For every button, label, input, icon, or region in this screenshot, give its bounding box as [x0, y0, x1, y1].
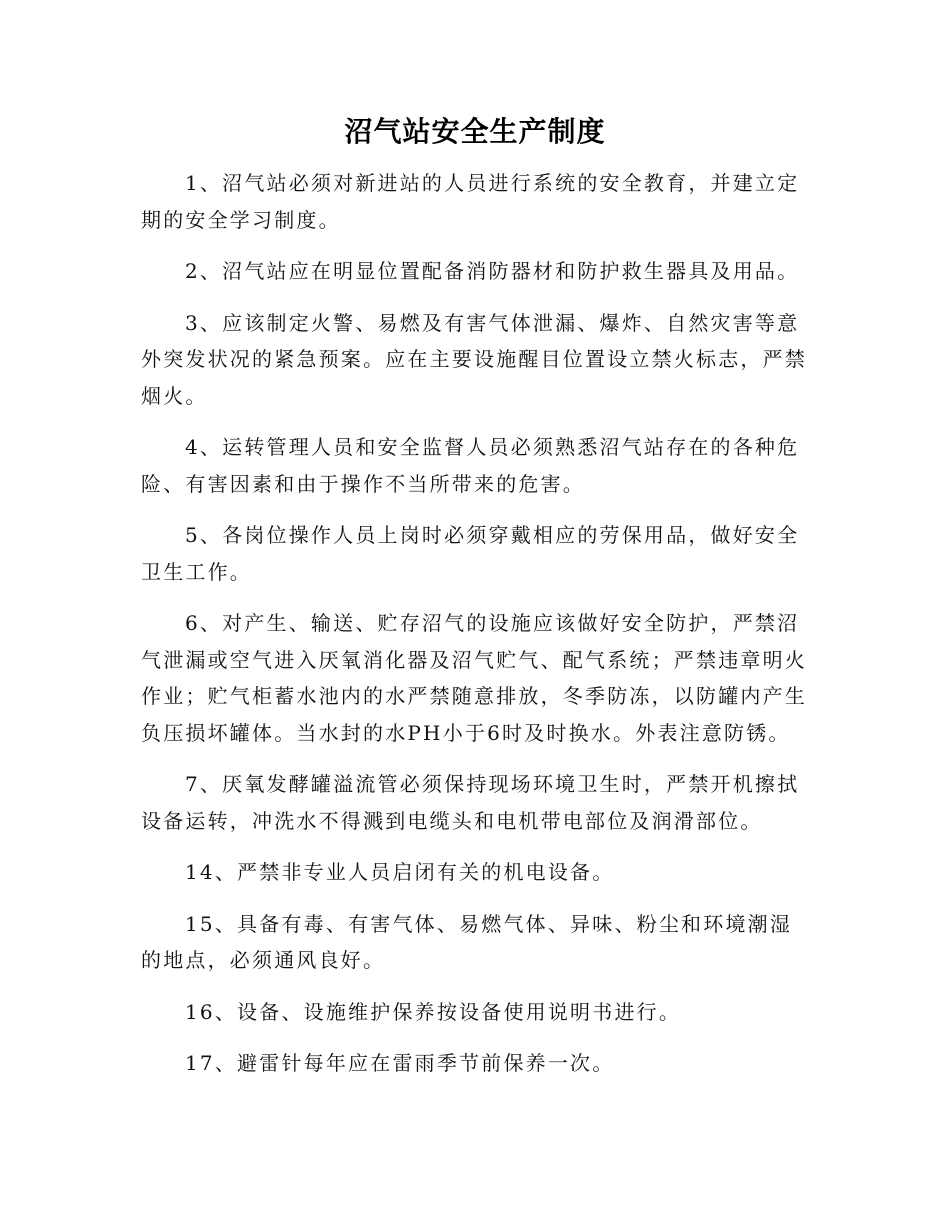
paragraph-3: 3、应该制定火警、易燃及有害气体泄漏、爆炸、自然灾害等意外突发状况的紧急预案。应在主要设施醒目位置设立禁火标志，严禁烟火。 — [141, 310, 807, 408]
document-title: 沼气站安全生产制度 — [344, 115, 606, 148]
paragraph-6: 6、对产生、输送、贮存沼气的设施应该做好安全防护，严禁沼气泄漏或空气进入厌氧消化器及沼气贮气、配气系统；严禁违章明火作业；贮气柜蓄水池内的水严禁随意排放，冬季防冻，以防罐内产生负压损坏罐体。当水封的水PH小于6时及时换水。外表注意防锈。 — [141, 611, 807, 745]
paragraph-4: 4、运转管理人员和安全监督人员必须熟悉沼气站存在的各种危险、有害因素和由于操作不当所带来的危害。 — [141, 435, 800, 496]
paragraph-15: 15、具备有毒、有害气体、易燃气体、异味、粉尘和环境潮湿的地点，必须通风良好。 — [141, 911, 793, 972]
paragraph-5: 5、各岗位操作人员上岗时必须穿戴相应的劳保用品，做好安全卫生工作。 — [141, 523, 800, 584]
paragraph-16: 16、设备、设施维护保养按设备使用说明书进行。 — [185, 999, 682, 1024]
paragraph-2: 2、沼气站应在明显位置配备消防器材和防护救生器具及用品。 — [185, 259, 800, 283]
paragraph-14: 14、严禁非专业人员启闭有关的机电设备。 — [185, 860, 615, 884]
paragraph-17: 17、避雷针每年应在雷雨季节前保养一次。 — [185, 1051, 615, 1075]
document-body — [141, 165, 811, 1097]
paragraph-7: 7、厌氧发酵罐溢流管必须保持现场环境卫生时，严禁开机擦拭设备运转，冲洗水不得溅到电缆头和电机带电部位及润滑部位。 — [141, 772, 800, 833]
paragraph-1: 1、沼气站必须对新进站的人员进行系统的安全教育，并建立定期的安全学习制度。 — [141, 171, 800, 232]
